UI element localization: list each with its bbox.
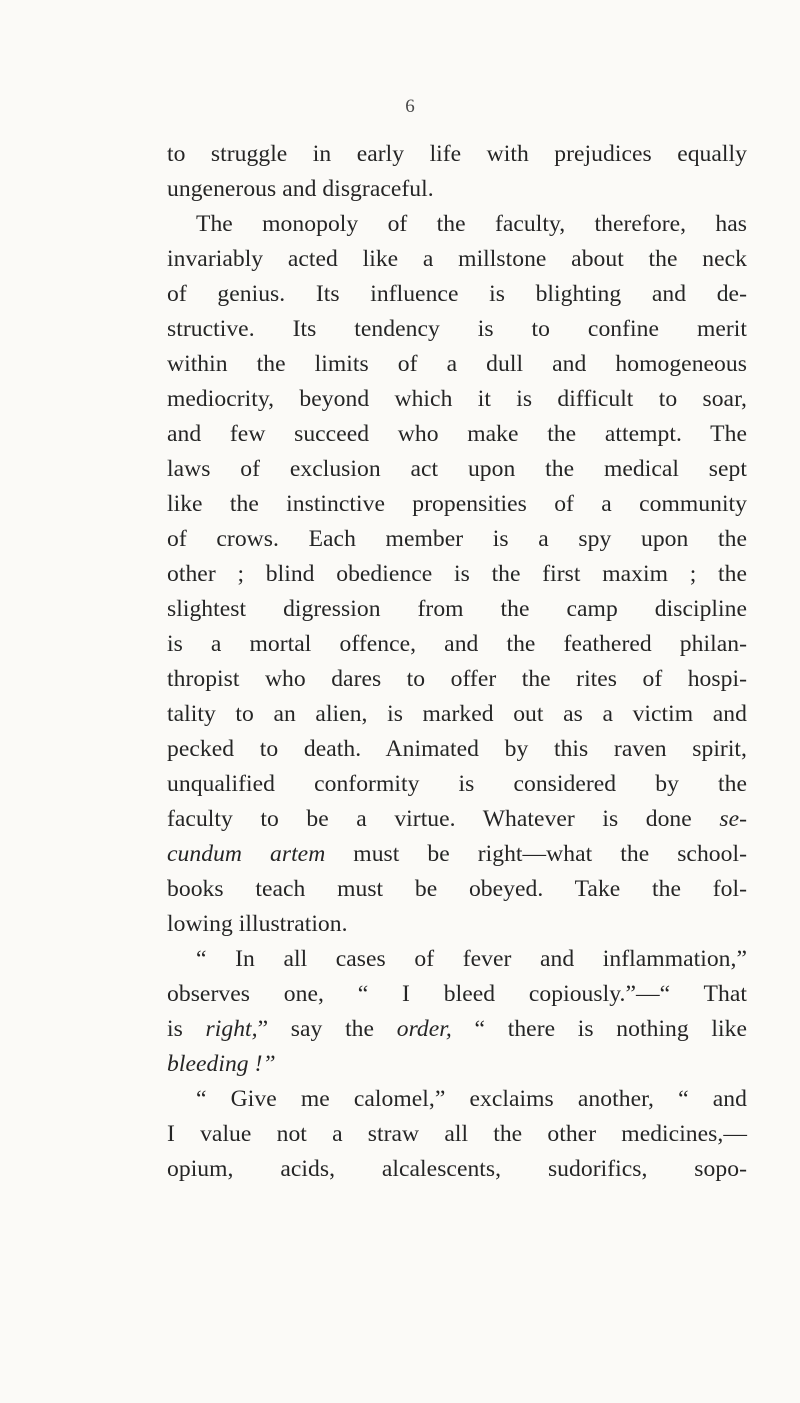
italic-text: cundum artem: [167, 841, 326, 867]
italic-text: bleeding !”: [167, 1051, 276, 1077]
text-segment: is: [167, 1016, 183, 1042]
text-line: of crows. Each member is a spy upon the: [167, 526, 747, 552]
text-line: thropist who dares to offer the rites of hospi-: [167, 666, 747, 692]
text-line: I value not a straw all the other medicines,—: [167, 1121, 747, 1147]
body-text: [167, 123, 747, 1187]
text-line: opium, acids, alcalescents, sudorifics, sopo-: [167, 1156, 747, 1182]
text-segment: must be right—what the school-: [353, 841, 748, 867]
text-line: The monopoly of the faculty, therefore, has: [196, 211, 747, 237]
text-segment: ” say the: [257, 1016, 375, 1042]
text-segment: “ there is nothing like: [474, 1016, 747, 1042]
text-line: other ; blind obedience is the first maxim ; the: [167, 561, 747, 587]
text-line: mediocrity, beyond which it is difficult to soar,: [167, 386, 747, 412]
text-line: of genius. Its influence is blighting and de-: [167, 281, 747, 307]
italic-text: se-: [719, 806, 748, 832]
text-line: to struggle in early life with prejudices equally: [167, 141, 747, 167]
text-line: “ Give me calomel,” exclaims another, “ and: [196, 1086, 747, 1112]
text-line: observes one, “ I bleed copiously.”—“ That: [167, 981, 747, 1007]
text-line: [167, 1012, 747, 1047]
page-number: 6: [405, 96, 415, 117]
text-line: [167, 837, 747, 872]
text-line: [167, 802, 747, 837]
italic-text: right,: [205, 1016, 258, 1042]
text-line: structive. Its tendency is to confine merit: [167, 316, 747, 342]
italic-text: order,: [396, 1016, 452, 1042]
text-line: is a mortal offence, and the feathered philan-: [167, 631, 747, 657]
text-line: laws of exclusion act upon the medical sept: [167, 456, 747, 482]
text-line: and few succeed who make the attempt. The: [167, 421, 747, 447]
text-line: like the instinctive propensities of a community: [167, 491, 747, 517]
text-line: ungenerous and disgraceful.: [167, 176, 434, 202]
text-line: invariably acted like a millstone about the neck: [167, 246, 747, 272]
text-segment: faculty to be a virtue. Whatever is done: [167, 806, 692, 832]
text-line: within the limits of a dull and homogeneous: [167, 351, 747, 377]
text-line: lowing illustration.: [167, 911, 348, 937]
text-line: unqualified conformity is considered by the: [167, 771, 747, 797]
text-line: pecked to death. Animated by this raven spirit,: [167, 736, 747, 762]
text-line: slightest digression from the camp discipline: [167, 596, 747, 622]
text-line: tality to an alien, is marked out as a victim and: [167, 701, 747, 727]
text-line: [167, 1047, 747, 1082]
text-line: books teach must be obeyed. Take the fol-: [167, 876, 747, 902]
text-line: “ In all cases of fever and inflammation,”: [196, 946, 747, 972]
